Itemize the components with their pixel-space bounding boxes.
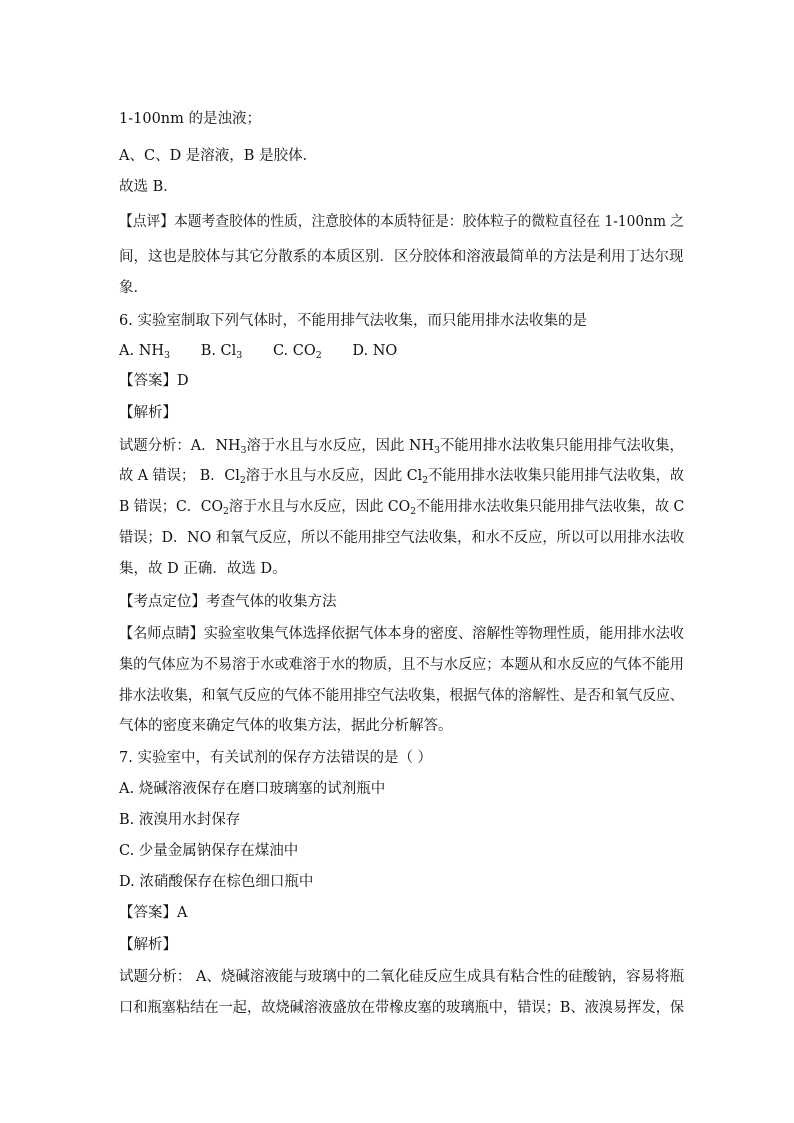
question-7-option-d: D. 浓硝酸保存在棕色细口瓶中 xyxy=(119,874,314,890)
text-line: 间，这也是胶体与其它分散系的本质区别．区分胶体和溶液最简单的方法是利用丁达尔现 xyxy=(119,249,684,265)
answer-label: 【答案】A xyxy=(119,905,188,921)
analysis-line: 试题分析： A、烧碱溶液能与玻璃中的二氧化硅反应生成具有粘合性的硅酸钠，容易将瓶 xyxy=(119,969,685,985)
option-d: D. NO xyxy=(352,343,398,359)
answer-label: 【答案】D xyxy=(119,373,189,389)
question-7-option-c: C. 少量金属钠保存在煤油中 xyxy=(119,843,299,859)
question-6-options xyxy=(119,341,397,361)
question-6-stem: 6. 实验室制取下列气体时，不能用排气法收集，而只能用排水法收集的是 xyxy=(119,313,587,329)
analysis-line: 口和瓶塞粘结在一起，故烧碱溶液盛放在带橡皮塞的玻璃瓶中，错误；B、液溴易挥发，保 xyxy=(119,1000,685,1016)
text-line: 故选 B． xyxy=(119,179,178,195)
question-7-stem: 7. 实验室中，有关试剂的保存方法错误的是（ ） xyxy=(119,750,433,766)
option-a: A. $NH_3$ xyxy=(119,343,171,361)
analysis-heading: 【解析】 xyxy=(119,937,177,953)
teacher-note-line: 排水法收集，和氧气反应的气体不能用排空气法收集，根据气体的溶解性、是否和氧气反应、 xyxy=(119,688,684,704)
question-7-option-b: B. 液溴用水封保存 xyxy=(119,812,241,828)
teacher-note-line: 【名师点睛】实验室收集气体选择依据气体本身的密度、溶解性等物理性质，能用排水法收 xyxy=(119,626,684,642)
analysis-line: 试题分析：A．$NH_3$溶于水且与水反应，因此 $NH_3$不能用排水法收集只能用排气法收集， xyxy=(119,438,684,456)
text-line: 【点评】本题考查胶体的性质，注意胶体的本质特征是：胶体粒子的微粒直径在 1-100nm 之 xyxy=(119,214,685,230)
option-b: B. $Cl_3$ xyxy=(200,343,243,361)
analysis-line: 集，故 D 正确．故选 D。 xyxy=(119,561,287,577)
text-line: A、C、D 是溶液，B 是胶体． xyxy=(119,148,318,164)
teacher-note-line: 气体的密度来确定气体的收集方法，据此分析解答。 xyxy=(119,718,453,734)
question-7-option-a: A. 烧碱溶液保存在磨口玻璃塞的试剂瓶中 xyxy=(119,781,386,797)
option-c: C. $CO_2$ xyxy=(272,343,322,361)
analysis-line: 故 A 错误； B．$Cl_2$溶于水且与水反应，因此 $Cl_2$不能用排水法收集只能用排气法收集，故 xyxy=(119,468,685,486)
analysis-line: 错误；D．NO 和氧气反应，所以不能用排空气法收集，和水不反应，所以可以用排水法收 xyxy=(119,530,685,546)
teacher-note-line: 集的气体应为不易溶于水或难溶于水的物质，且不与水反应；本题从和水反应的气体不能用 xyxy=(119,657,684,673)
text-line: 1-100nm 的是浊液； xyxy=(119,111,261,127)
text-line: 象． xyxy=(119,280,148,296)
analysis-heading: 【解析】 xyxy=(119,405,177,421)
analysis-line: B 错误；C．$CO_2$溶于水且与水反应，因此 $CO_2$不能用排水法收集只能用排气法收集，故 C xyxy=(119,499,685,517)
key-point-line: 【考点定位】考查气体的收集方法 xyxy=(119,594,337,610)
